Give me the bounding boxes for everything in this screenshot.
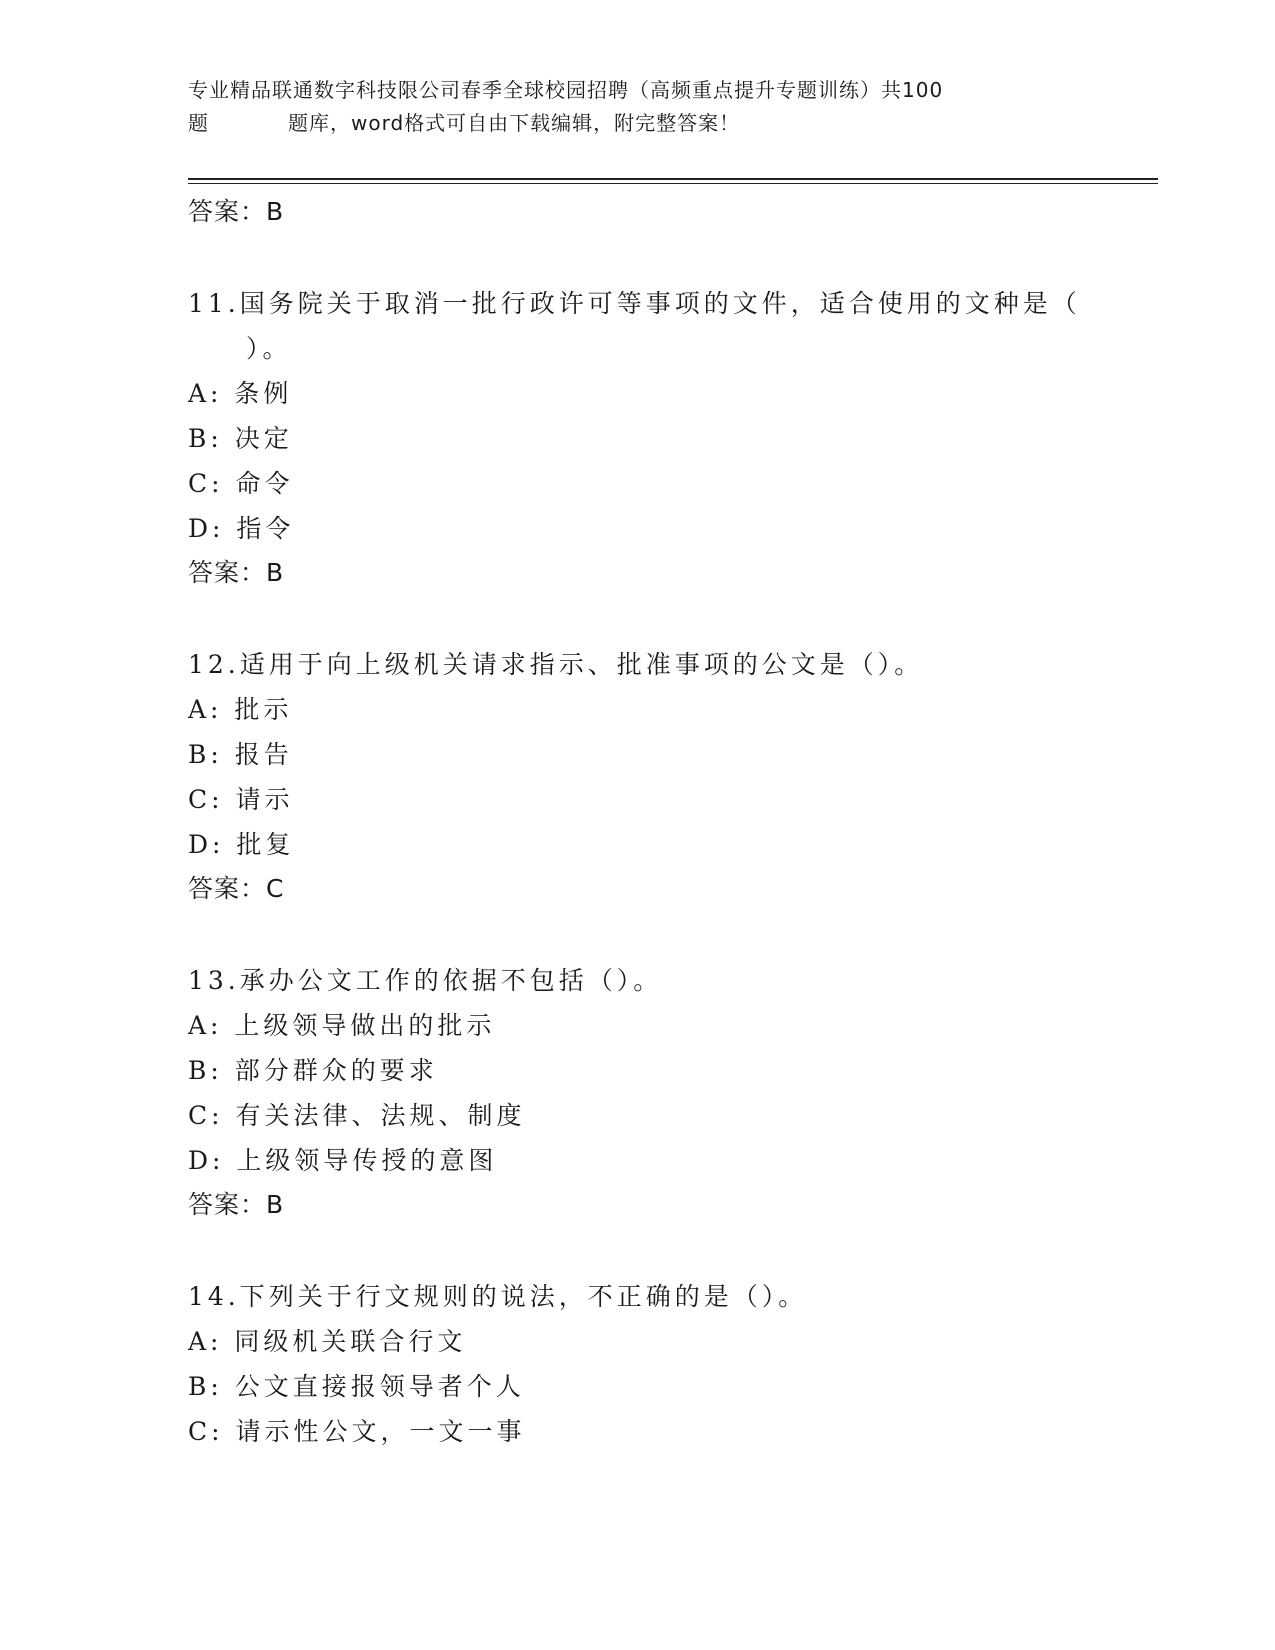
answer: 答案：C	[188, 874, 285, 903]
question-list	[188, 190, 1148, 1454]
answer: 答案：B	[188, 1190, 285, 1219]
question-title-text: 11.国务院关于取消一批行政许可等事项的文件，适合使用的文种是（	[188, 289, 1081, 318]
question-12	[188, 642, 1148, 911]
option-a: A: 批示	[188, 695, 293, 724]
option-a: A: 同级机关联合行文	[188, 1327, 467, 1356]
answer: 答案：B	[188, 558, 285, 587]
option-d: D: 指令	[188, 514, 295, 543]
option-d: D: 上级领导传授的意图	[188, 1146, 498, 1175]
option-c: C: 请示	[188, 785, 294, 814]
option-b: B: 公文直接报领导者个人	[188, 1372, 525, 1401]
question-title	[188, 281, 1148, 371]
option-c: C: 请示性公文，一文一事	[188, 1417, 526, 1446]
question-title: 14.下列关于行文规则的说法，不正确的是（）。	[188, 1282, 808, 1311]
option-c: C: 命令	[188, 469, 294, 498]
option-a: A: 上级领导做出的批示	[188, 1011, 496, 1040]
header-line-2	[188, 107, 1088, 140]
header-divider-thin	[188, 183, 1158, 184]
option-b: B: 决定	[188, 424, 293, 453]
question-title: 13.承办公文工作的依据不包括（）。	[188, 966, 663, 995]
header-line-1: 专业精品联通数字科技限公司春季全球校园招聘（高频重点提升专题训练）共100	[188, 78, 944, 102]
question-title: 12.适用于向上级机关请求指示、批准事项的公文是（）。	[188, 650, 924, 679]
page-header	[188, 74, 1088, 140]
option-d: D: 批复	[188, 830, 295, 859]
option-a: A: 条例	[188, 379, 293, 408]
option-b: B: 报告	[188, 740, 293, 769]
question-11	[188, 281, 1148, 595]
header-line-2-rest: 题库，word格式可自由下载编辑，附完整答案！	[288, 111, 741, 135]
option-c: C: 有关法律、法规、制度	[188, 1101, 526, 1130]
question-title-continuation: ）。	[246, 334, 292, 363]
question-13	[188, 958, 1148, 1227]
question-14	[188, 1274, 1148, 1454]
header-line-2-start: 题	[188, 111, 209, 135]
header-divider-thick	[188, 178, 1158, 180]
previous-answer: 答案：B	[188, 197, 285, 226]
option-b: B: 部分群众的要求	[188, 1056, 438, 1085]
